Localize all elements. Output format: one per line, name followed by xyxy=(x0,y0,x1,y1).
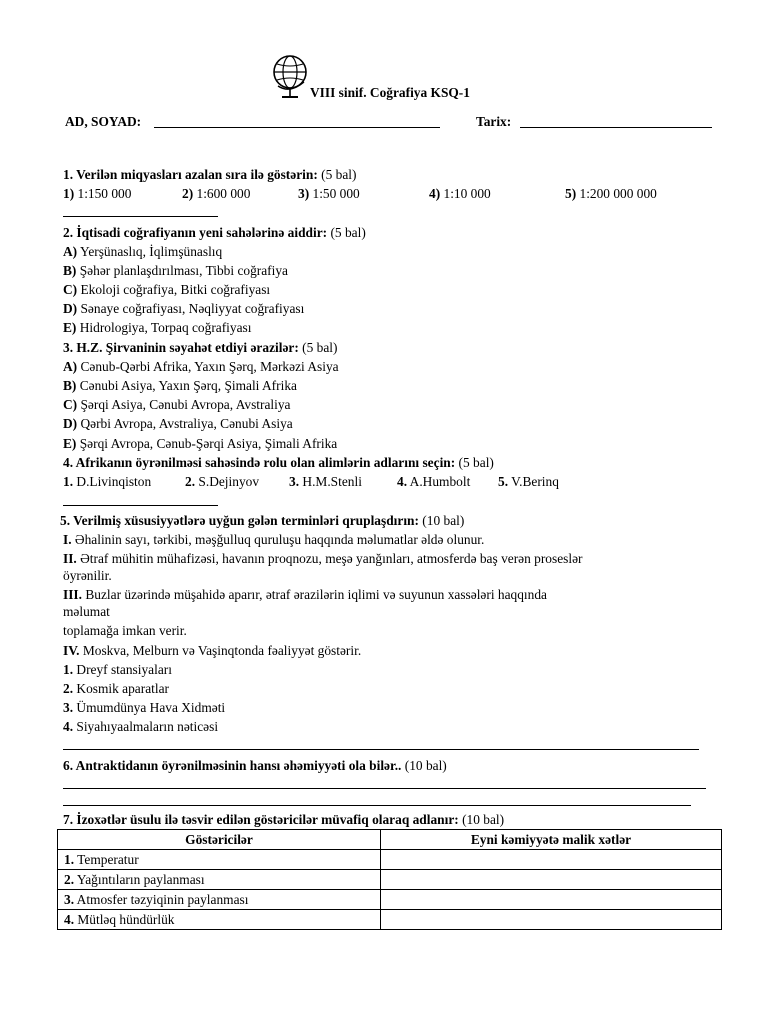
q1-option-2: 2) 1:600 000 xyxy=(182,186,251,201)
q4-option-3: 3. H.M.Stenli xyxy=(289,474,362,489)
q3-option-e[interactable]: E) Şərqi Avropa, Cənub-Şərqi Asiya, Şimali Afrika xyxy=(63,436,338,451)
question-5: 5. Verilmiş xüsusiyyətlərə uyğun gələn terminləri qruplaşdırın: (10 bal) xyxy=(60,513,465,528)
question-4: 4. Afrikanın öyrənilməsi sahəsində rolu olan alimlərin adlarını seçin: (5 bal) xyxy=(63,455,494,470)
q5-statement-4: IV. Moskva, Melburn və Vaşinqtonda fəaliyyət göstərir. xyxy=(63,643,362,658)
q1-option-1: 1) 1:150 000 xyxy=(63,186,132,201)
table-cell-answer[interactable] xyxy=(381,870,722,890)
q4-option-1: 1. D.Livinqiston xyxy=(63,474,152,489)
q3-option-d[interactable]: D) Qərbi Avropa, Avstraliya, Cənubi Asiya xyxy=(63,416,293,431)
question-1: 1. Verilən miqyasları azalan sıra ilə göstərin: (5 bal) xyxy=(63,167,357,182)
q1-answer-line[interactable] xyxy=(63,216,218,217)
q5-term-2: 2. Kosmik aparatlar xyxy=(63,681,169,696)
table-header-indicators: Göstəricilər xyxy=(58,830,381,850)
globe-icon xyxy=(268,52,312,100)
table-row xyxy=(58,910,722,930)
q5-term-3: 3. Ümumdünya Hava Xidməti xyxy=(63,700,226,715)
q4-answer-line[interactable] xyxy=(63,505,218,506)
date-answer-line[interactable] xyxy=(520,127,712,128)
table-cell-answer[interactable] xyxy=(381,890,722,910)
page-title: VIII sinif. Coğrafiya KSQ-1 xyxy=(310,85,470,100)
table-cell-indicator: 4. Mütləq hündürlük xyxy=(58,910,381,930)
name-answer-line[interactable] xyxy=(154,127,440,128)
q5-statement-1: I. Əhalinin sayı, tərkibi, məşğulluq quruluşu haqqında məlumatlar əldə olunur. xyxy=(63,532,485,547)
q4-option-5: 5. V.Berinq xyxy=(498,474,559,489)
q2-option-c[interactable]: C) Ekoloji coğrafiya, Bitki coğrafiyası xyxy=(63,282,271,297)
q4-option-4: 4. A.Humbolt xyxy=(397,474,471,489)
table-cell-indicator: 1. Temperatur xyxy=(58,850,381,870)
q5-statement-3-cont2: toplamağa imkan verir. xyxy=(63,623,187,638)
name-label: AD, SOYAD: xyxy=(65,114,142,129)
q3-option-b[interactable]: B) Cənubi Asiya, Yaxın Şərq, Şimali Afrika xyxy=(63,378,297,393)
q3-option-c[interactable]: C) Şərqi Asiya, Cənubi Avropa, Avstraliya xyxy=(63,397,291,412)
q3-option-a[interactable]: A) Cənub-Qərbi Afrika, Yaxın Şərq, Mərkəzi Asiya xyxy=(63,359,339,374)
q2-option-d[interactable]: D) Sənaye coğrafiyası, Nəqliyyat coğrafiyası xyxy=(63,301,305,316)
question-3: 3. H.Z. Şirvaninin səyahət etdiyi ərazilər: (5 bal) xyxy=(63,340,338,355)
table-cell-indicator: 2. Yağıntıların paylanması xyxy=(58,870,381,890)
q6-answer-line-2[interactable] xyxy=(63,805,691,806)
question-6: 6. Antraktidanın öyrənilməsinin hansı əhəmiyyəti ola bilər.. (10 bal) xyxy=(63,758,447,773)
q5-statement-2: II. Ətraf mühitin mühafizəsi, havanın proqnozu, meşə yanğınları, atmosferdə baş verən proseslər xyxy=(63,551,583,566)
q7-table xyxy=(57,829,722,930)
table-row xyxy=(58,870,722,890)
q2-option-a[interactable]: A) Yerşünaslıq, İqlimşünaslıq xyxy=(63,244,223,259)
q2-option-e[interactable]: E) Hidrologiya, Torpaq coğrafiyası xyxy=(63,320,252,335)
question-2: 2. İqtisadi coğrafiyanın yeni sahələrinə aiddir: (5 bal) xyxy=(63,225,366,240)
q5-statement-3-cont: məlumat xyxy=(63,604,110,619)
q1-option-3: 3) 1:50 000 xyxy=(298,186,360,201)
q5-statement-2-cont: öyrənilir. xyxy=(63,568,112,583)
q5-answer-line[interactable] xyxy=(63,749,699,750)
table-cell-indicator: 3. Atmosfer təzyiqinin paylanması xyxy=(58,890,381,910)
q4-option-2: 2. S.Dejinyov xyxy=(185,474,260,489)
q1-option-5: 5) 1:200 000 000 xyxy=(565,186,657,201)
q2-option-b[interactable]: B) Şəhər planlaşdırılması, Tibbi coğrafiya xyxy=(63,263,289,278)
question-7: 7. İzoxətlər üsulu ilə təsvir edilən göstəricilər müvafiq olaraq adlanır: (10 bal) xyxy=(63,812,505,827)
table-cell-answer[interactable] xyxy=(381,850,722,870)
table-header-row xyxy=(58,830,722,850)
q5-statement-3: III. Buzlar üzərində müşahidə aparır, ətraf ərazilərin iqlimi və suyunun xassələri haqqında xyxy=(63,587,547,602)
q6-answer-line-1[interactable] xyxy=(63,788,706,789)
table-cell-answer[interactable] xyxy=(381,910,722,930)
date-label: Tarix: xyxy=(476,114,512,129)
q1-option-4: 4) 1:10 000 xyxy=(429,186,491,201)
q5-term-1: 1. Dreyf stansiyaları xyxy=(63,662,172,677)
table-header-isolines: Eyni kəmiyyətə malik xətlər xyxy=(381,830,722,850)
table-row xyxy=(58,890,722,910)
q5-term-4: 4. Siyahıyaalmaların nəticəsi xyxy=(63,719,219,734)
table-row xyxy=(58,850,722,870)
